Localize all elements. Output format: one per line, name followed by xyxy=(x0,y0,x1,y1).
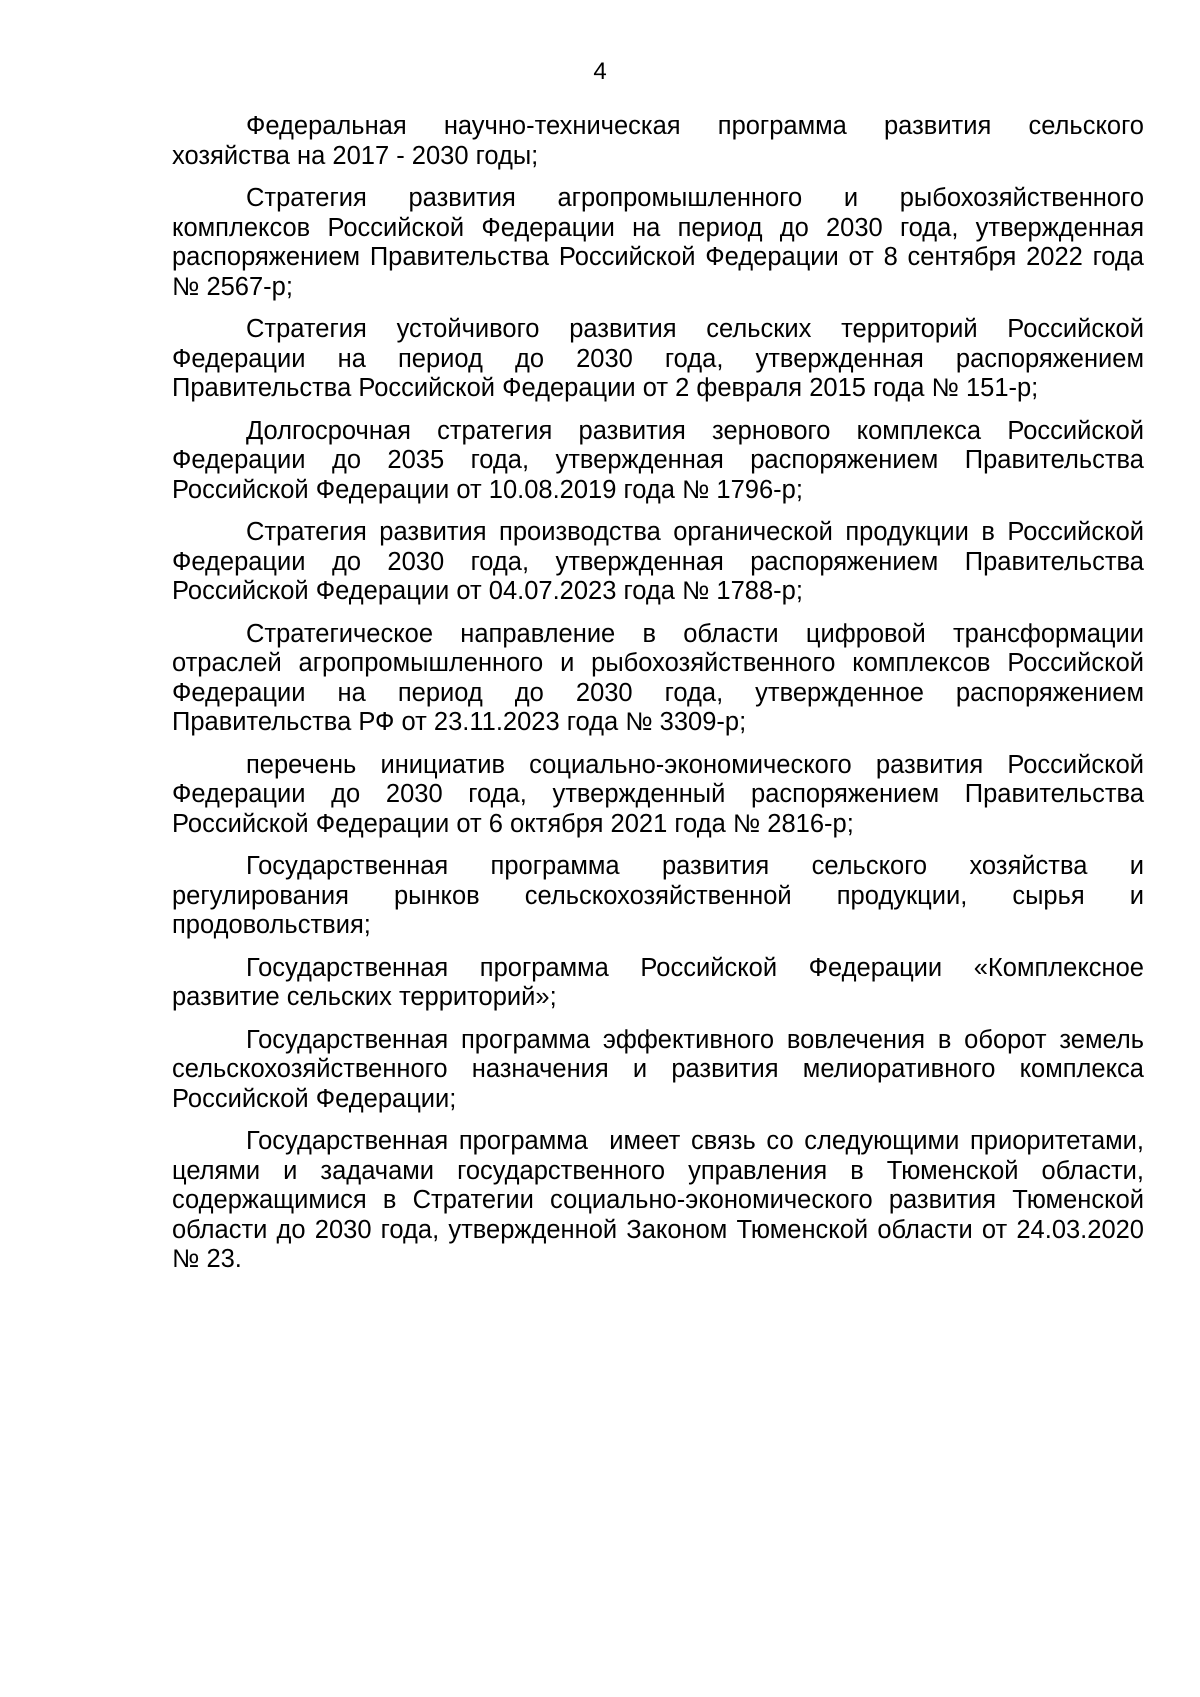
paragraph-tyumen-priorities: Государственная программа имеет связь со следующими приоритетами, целями и задачами государственного управления в Тюменской области, содержащимися в Стратегии социально-экономического развития Тюменской области до 2030 года, утвержденной Законом Тюменской области от 24.03.2020 № 23. xyxy=(172,1127,1152,1273)
document-body xyxy=(172,112,1152,1288)
paragraph-initiatives-list: перечень инициатив социально-экономического развития Российской Федерации до 2030 года, утвержденный распоряжением Правительства Российской Федерации от 6 октября 2021 года № 2816-р; xyxy=(172,750,1152,838)
paragraph-federal-program: Федеральная научно-техническая программа развития сельского хозяйства на 2017 - 2030 годы; xyxy=(172,112,1152,170)
paragraph-organic-strategy: Стратегия развития производства органической продукции в Российской Федерации до 2030 года, утвержденная распоряжением Правительства Российской Федерации от 04.07.2023 года № 1788-р; xyxy=(172,518,1152,605)
page-number: 4 xyxy=(593,58,607,85)
paragraph-rural-territories-strategy: Стратегия устойчивого развития сельских территорий Российской Федерации на период до 2030 года, утвержденная распоряжением Правительства Российской Федерации от 2 февраля 2015 года № 151-р; xyxy=(172,315,1152,402)
paragraph-rural-development-program: Государственная программа Российской Федерации «Комплексное развитие сельских территорий»; xyxy=(172,953,1152,1011)
paragraph-land-reclamation-program: Государственная программа эффективного вовлечения в оборот земель сельскохозяйственного назначения и развития мелиоративного комплекса Российской Федерации; xyxy=(172,1025,1152,1113)
paragraph-grain-strategy: Долгосрочная стратегия развития зернового комплекса Российской Федерации до 2035 года, утвержденная распоряжением Правительства Российской Федерации от 10.08.2019 года № 1796-р; xyxy=(172,416,1152,504)
paragraph-agro-fish-strategy: Стратегия развития агропромышленного и рыбохозяйственного комплексов Российской Федерации на период до 2030 года, утвержденная распоряжением Правительства Российской Федерации от 8 сентября 2022 года № 2567-р; xyxy=(172,184,1152,301)
paragraph-agriculture-state-program: Государственная программа развития сельского хозяйства и регулирования рынков сельскохозяйственной продукции, сырья и продовольствия; xyxy=(172,852,1152,939)
paragraph-digital-transformation: Стратегическое направление в области цифровой трансформации отраслей агропромышленного и рыбохозяйственного комплексов Российской Федерации на период до 2030 года, утвержденное распоряжением Правительства РФ от 23.11.2023 года № 3309-р; xyxy=(172,619,1152,736)
